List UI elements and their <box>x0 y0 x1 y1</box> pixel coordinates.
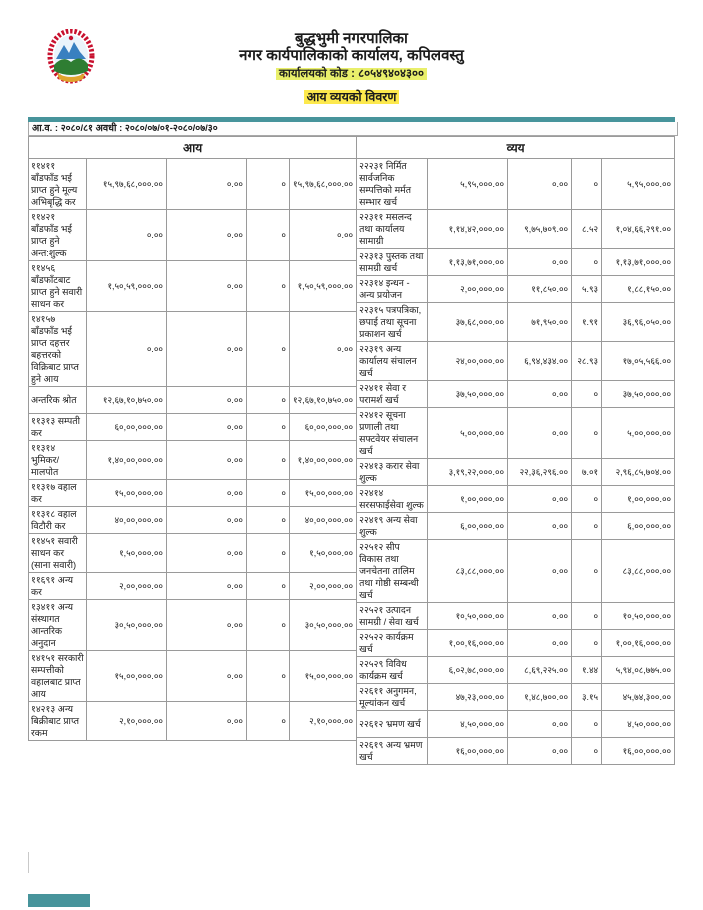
income-expense-tables <box>28 136 676 765</box>
cell-account-title: १४२१३ अन्य बिक्रीबाट प्राप्त रकम <box>29 702 87 741</box>
cell-account-title: २२६१२ भ्रमण खर्च <box>357 711 428 738</box>
cell-actual-amount: ०.०० <box>167 480 247 507</box>
table-row <box>357 276 675 303</box>
office-code: कार्यालयको कोड : ८०५४९४०४३०० <box>276 68 427 80</box>
cell-actual-amount: ०.०० <box>167 600 247 651</box>
cell-account-title: २२३१३ पुस्तक तथा सामग्री खर्च <box>357 249 428 276</box>
cell-percent: ० <box>247 441 290 480</box>
cell-percent: ० <box>572 408 602 459</box>
cell-budget-amount: ३०,५०,०००.०० <box>87 600 167 651</box>
cell-budget-amount: २,१०,०००.०० <box>87 702 167 741</box>
cell-balance-amount: १०,५०,०००.०० <box>602 603 675 630</box>
table-row <box>357 342 675 381</box>
expense-header-row <box>357 137 675 159</box>
cell-balance-amount: ०.०० <box>290 210 357 261</box>
report-header <box>0 30 703 105</box>
cell-actual-amount: ०.०० <box>167 573 247 600</box>
cell-actual-amount: ०.०० <box>167 441 247 480</box>
cell-actual-amount: ०.०० <box>167 702 247 741</box>
cell-balance-amount: ०.०० <box>290 312 357 387</box>
cell-account-title: २२२३१ निर्मित सार्वजनिक सम्पत्तिको मर्मत सम्भार खर्च <box>357 159 428 210</box>
cell-balance-amount: ३०,५०,०००.०० <box>290 600 357 651</box>
cell-actual-amount: ०.०० <box>508 486 572 513</box>
cell-account-title: २२५१२ सीप विकास तथा जनचेतना तालिम तथा गोष्ठी सम्बन्धी खर्च <box>357 540 428 603</box>
cell-balance-amount: ५,९४,०८,७७५.०० <box>602 657 675 684</box>
cell-balance-amount: १२,६७,१०,७५०.०० <box>290 387 357 414</box>
cell-balance-amount: ४०,००,०००.०० <box>290 507 357 534</box>
cell-percent: ० <box>247 651 290 702</box>
office-code-line <box>0 67 703 81</box>
cell-budget-amount: २४,००,०००.०० <box>428 342 508 381</box>
cell-budget-amount: ८३,८८,०००.०० <box>428 540 508 603</box>
cell-percent: २८.९३ <box>572 342 602 381</box>
cell-account-title: ११३१८ वहाल विटौरी कर <box>29 507 87 534</box>
cell-actual-amount: ०.०० <box>167 312 247 387</box>
bottom-section-bar <box>28 894 90 907</box>
table-row <box>357 738 675 765</box>
cell-percent: ७.०१ <box>572 459 602 486</box>
table-row <box>357 303 675 342</box>
cell-budget-amount: १,००,०००.०० <box>428 486 508 513</box>
table-row <box>29 507 357 534</box>
table-row <box>357 249 675 276</box>
cell-percent: ० <box>247 312 290 387</box>
cell-account-title: १४१५१ सरकारी सम्पत्तीको वहालबाट प्राप्त आय <box>29 651 87 702</box>
cell-account-title: २२३१९ अन्य कार्यालय संचालन खर्च <box>357 342 428 381</box>
cell-budget-amount: ४,५०,०००.०० <box>428 711 508 738</box>
cell-percent: ० <box>247 480 290 507</box>
table-row <box>29 480 357 507</box>
cell-percent: ८.५२ <box>572 210 602 249</box>
cell-actual-amount: ०.०० <box>167 159 247 210</box>
cell-percent: ५.९३ <box>572 276 602 303</box>
table-row <box>357 408 675 459</box>
cell-percent: १.४४ <box>572 657 602 684</box>
cell-account-title: ११४५१ सवारी साधन कर (साना सवारी) <box>29 534 87 573</box>
table-row <box>29 387 357 414</box>
cell-balance-amount: ३६,९६,०५०.०० <box>602 303 675 342</box>
cell-budget-amount: ६०,००,०००.०० <box>87 414 167 441</box>
table-row <box>357 486 675 513</box>
cell-account-title: २२४१९ अन्य सेवा शुल्क <box>357 513 428 540</box>
cell-budget-amount: ३७,५०,०००.०० <box>428 381 508 408</box>
report-title: आय व्ययको विवरण <box>304 90 400 104</box>
cell-budget-amount: १,५०,५९,०००.०० <box>87 261 167 312</box>
cell-balance-amount: १७,०५,५६६.०० <box>602 342 675 381</box>
cell-actual-amount: ०.०० <box>508 738 572 765</box>
cell-account-title: २२३११ मसलन्द तथा कार्यालय सामाग्री <box>357 210 428 249</box>
cell-actual-amount: ७१,९५०.०० <box>508 303 572 342</box>
cell-budget-amount: १,५०,०००.०० <box>87 534 167 573</box>
cell-actual-amount: ६,९४,४३४.०० <box>508 342 572 381</box>
cell-account-title: २२४१४ सरसफाईसेवा शुल्क <box>357 486 428 513</box>
cell-actual-amount: ०.०० <box>167 261 247 312</box>
cell-percent: ० <box>572 540 602 603</box>
cell-budget-amount: ५,००,०००.०० <box>428 408 508 459</box>
cell-budget-amount: ६,००,०००.०० <box>428 513 508 540</box>
cell-percent: ० <box>247 261 290 312</box>
cell-balance-amount: १५,००,०००.०० <box>290 480 357 507</box>
cell-balance-amount: ८३,८८,०००.०० <box>602 540 675 603</box>
cell-percent: ० <box>247 507 290 534</box>
cell-account-title: २२५२९ विविध कार्यक्रम खर्च <box>357 657 428 684</box>
cell-actual-amount: ०.०० <box>508 540 572 603</box>
cell-budget-amount: ६,०२,७८,०००.०० <box>428 657 508 684</box>
cell-percent: ० <box>247 210 290 261</box>
table-row <box>357 210 675 249</box>
cell-account-title: २२४११ सेवा र परामर्श खर्च <box>357 381 428 408</box>
cell-actual-amount: ०.०० <box>167 210 247 261</box>
table-row <box>29 702 357 741</box>
cell-account-title: १३४११ अन्य संस्थागत आन्तरिक अनुदान <box>29 600 87 651</box>
cell-account-title: अन्तरिक श्रोत <box>29 387 87 414</box>
cell-percent: ० <box>247 534 290 573</box>
table-row <box>357 540 675 603</box>
cell-percent: ० <box>572 513 602 540</box>
cell-balance-amount: १,१३,७१,०००.०० <box>602 249 675 276</box>
cell-budget-amount: ०.०० <box>87 210 167 261</box>
cell-actual-amount: ०.०० <box>167 414 247 441</box>
cell-balance-amount: १,००,०००.०० <box>602 486 675 513</box>
cell-balance-amount: ४५,७४,३००.०० <box>602 684 675 711</box>
table-row <box>29 210 357 261</box>
cell-percent: ० <box>572 486 602 513</box>
cell-budget-amount: १५,९७,६८,०००.०० <box>87 159 167 210</box>
cell-balance-amount: २,९६,८५,७०४.०० <box>602 459 675 486</box>
cell-account-title: ११३१४ भुमिकर/ मालपोत <box>29 441 87 480</box>
cell-percent: ० <box>572 159 602 210</box>
cell-balance-amount: ५,००,०००.०० <box>602 408 675 459</box>
cell-account-title: ११४२१ बाँडफाँड भ‌ई प्राप्त हुने अन्त:शुल्क <box>29 210 87 261</box>
cell-actual-amount: ११,८५०.०० <box>508 276 572 303</box>
cell-account-title: २२३१५ पत्रपत्रिका, छपाई तथा सूचना प्रकाशन खर्च <box>357 303 428 342</box>
cell-actual-amount: ०.०० <box>508 513 572 540</box>
cell-budget-amount: २,००,०००.०० <box>428 276 508 303</box>
cell-balance-amount: १,०४,६६,२९१.०० <box>602 210 675 249</box>
cell-balance-amount: १,००,१६,०००.०० <box>602 630 675 657</box>
cell-balance-amount: १,५०,०००.०० <box>290 534 357 573</box>
cell-percent: ० <box>572 381 602 408</box>
cell-actual-amount: ०.०० <box>167 387 247 414</box>
cell-actual-amount: ०.०० <box>508 381 572 408</box>
table-row <box>29 159 357 210</box>
cell-balance-amount: २,१०,०००.०० <box>290 702 357 741</box>
table-row <box>29 573 357 600</box>
cell-budget-amount: १,००,१६,०००.०० <box>428 630 508 657</box>
table-row <box>357 630 675 657</box>
table-row <box>357 603 675 630</box>
cell-percent: ० <box>572 630 602 657</box>
cell-actual-amount: २२,३६,२९६.०० <box>508 459 572 486</box>
table-row <box>29 312 357 387</box>
cell-budget-amount: ४७,२३,०००.०० <box>428 684 508 711</box>
income-column-header: आय <box>29 137 357 159</box>
cell-account-title: २२६१९ अन्य भ्रमण खर्च <box>357 738 428 765</box>
cell-percent: ० <box>247 387 290 414</box>
cell-actual-amount: ८,६९,२२५.०० <box>508 657 572 684</box>
cell-balance-amount: १५,९७,६८,०००.०० <box>290 159 357 210</box>
cell-actual-amount: ०.०० <box>167 507 247 534</box>
cell-account-title: २२४१२ सूचना प्रणाली तथा सफ्टवेयर संचालन खर्च <box>357 408 428 459</box>
cell-actual-amount: ०.०० <box>167 534 247 573</box>
cell-budget-amount: १,१३,७१,०००.०० <box>428 249 508 276</box>
cell-percent: ० <box>247 573 290 600</box>
income-table <box>28 136 357 741</box>
cell-account-title: ११४५६ बाँडफाँटबाट प्राप्त हुने सवारी साधन कर <box>29 261 87 312</box>
expense-table <box>356 136 675 765</box>
fiscal-period-label: आ.व. : २०८०/८१ अवधी : २०८०/०७/०१-२०८०/०७/३० <box>28 122 678 136</box>
cell-account-title: १४१५७ बाँडफाँड भई प्राप्त दहत्तर बहत्तरको विक्रिबाट प्राप्त हुने आय <box>29 312 87 387</box>
table-row <box>357 684 675 711</box>
cell-percent: ० <box>247 159 290 210</box>
cell-budget-amount: ३,१९,२२,०००.०० <box>428 459 508 486</box>
table-row <box>29 261 357 312</box>
cell-percent: ० <box>572 738 602 765</box>
cell-actual-amount: ०.०० <box>508 603 572 630</box>
cell-account-title: २२६११ अनुगमन, मूल्यांकन खर्च <box>357 684 428 711</box>
expense-column-header: व्यय <box>357 137 675 159</box>
income-header-row <box>29 137 357 159</box>
table-row <box>29 414 357 441</box>
table-row <box>357 381 675 408</box>
cell-budget-amount: १,४०,००,०००.०० <box>87 441 167 480</box>
cell-balance-amount: ६०,००,०००.०० <box>290 414 357 441</box>
cell-account-title: २२५२१ उत्पादन सामग्री / सेवा खर्च <box>357 603 428 630</box>
cell-budget-amount: १२,६७,१०,७५०.०० <box>87 387 167 414</box>
cell-balance-amount: ६,००,०००.०० <box>602 513 675 540</box>
table-row <box>29 651 357 702</box>
cell-actual-amount: ०.०० <box>508 249 572 276</box>
cell-percent: ० <box>572 603 602 630</box>
cell-budget-amount: १५,००,०००.०० <box>87 480 167 507</box>
table-row <box>29 534 357 573</box>
table-row <box>29 600 357 651</box>
table-row <box>357 711 675 738</box>
cell-percent: ० <box>572 249 602 276</box>
table-left-border-tail <box>28 852 29 873</box>
office-name: नगर कार्यपालिकाको कार्यालय, कपिलवस्तु <box>239 47 464 64</box>
table-row <box>357 657 675 684</box>
cell-budget-amount: ०.०० <box>87 312 167 387</box>
table-row <box>357 513 675 540</box>
cell-balance-amount: १,४०,००,०००.०० <box>290 441 357 480</box>
cell-actual-amount: ०.०० <box>508 630 572 657</box>
cell-balance-amount: १,८८,१५०.०० <box>602 276 675 303</box>
cell-budget-amount: १०,५०,०००.०० <box>428 603 508 630</box>
cell-actual-amount: ९,७५,७०९.०० <box>508 210 572 249</box>
cell-budget-amount: ५,९५,०००.०० <box>428 159 508 210</box>
cell-budget-amount: १५,००,०००.०० <box>87 651 167 702</box>
cell-account-title: २२५२२ कार्यक्रम खर्च <box>357 630 428 657</box>
cell-balance-amount: १६,००,०००.०० <box>602 738 675 765</box>
cell-percent: ० <box>247 600 290 651</box>
cell-budget-amount: १,१४,४२,०००.०० <box>428 210 508 249</box>
cell-percent: १.९१ <box>572 303 602 342</box>
cell-actual-amount: ०.०० <box>508 408 572 459</box>
cell-account-title: ११३१७ वहाल कर <box>29 480 87 507</box>
cell-budget-amount: ३७,६८,०००.०० <box>428 303 508 342</box>
cell-actual-amount: ०.०० <box>508 711 572 738</box>
report-title-line <box>0 90 703 105</box>
cell-budget-amount: ४०,००,०००.०० <box>87 507 167 534</box>
cell-account-title: २२४१३ करार सेवा शुल्क <box>357 459 428 486</box>
cell-percent: ० <box>572 711 602 738</box>
cell-account-title: २२३१४ इन्धन - अन्य प्रयोजन <box>357 276 428 303</box>
cell-actual-amount: ०.०० <box>508 159 572 210</box>
table-row <box>357 459 675 486</box>
cell-account-title: ११४११ बाँडफाँड भई प्राप्त हुने मूल्य अभिबृद्धि कर <box>29 159 87 210</box>
municipality-name: बुद्धभुमी नगरपालिका <box>295 30 408 47</box>
cell-percent: ३.१५ <box>572 684 602 711</box>
cell-actual-amount: १,४८,७००.०० <box>508 684 572 711</box>
cell-balance-amount: ५,९५,०००.०० <box>602 159 675 210</box>
table-row <box>29 441 357 480</box>
cell-account-title: ११३१३ सम्पती कर <box>29 414 87 441</box>
cell-balance-amount: १५,००,०००.०० <box>290 651 357 702</box>
cell-actual-amount: ०.०० <box>167 651 247 702</box>
cell-percent: ० <box>247 702 290 741</box>
cell-budget-amount: १६,००,०००.०० <box>428 738 508 765</box>
cell-balance-amount: १,५०,५९,०००.०० <box>290 261 357 312</box>
table-row <box>357 159 675 210</box>
cell-budget-amount: २,००,०००.०० <box>87 573 167 600</box>
cell-balance-amount: २,००,०००.०० <box>290 573 357 600</box>
cell-balance-amount: ४,५०,०००.०० <box>602 711 675 738</box>
cell-balance-amount: ३७,५०,०००.०० <box>602 381 675 408</box>
cell-percent: ० <box>247 414 290 441</box>
cell-account-title: ११६९१ अन्य कर <box>29 573 87 600</box>
